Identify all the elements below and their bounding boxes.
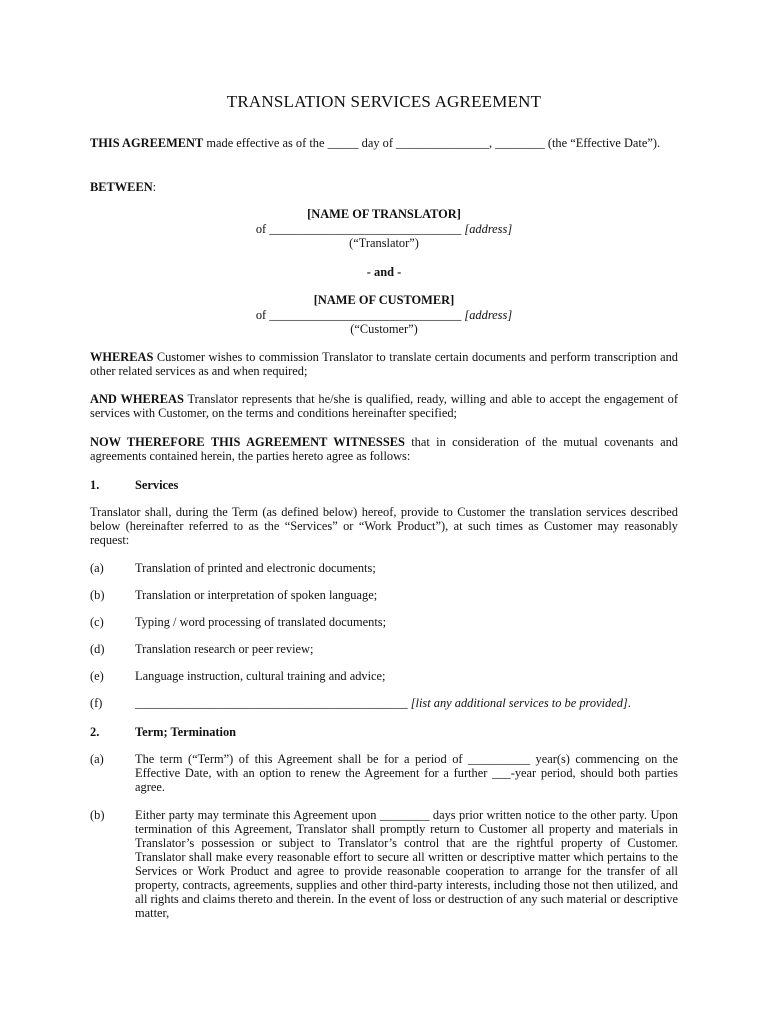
section-2-title: Term; Termination	[135, 725, 237, 739]
section-1-item-label: (d)	[90, 642, 105, 656]
intro-bold: THIS AGREEMENT	[90, 136, 204, 150]
section-1-item-label: (c)	[90, 615, 104, 629]
section-1-item-f-text	[135, 696, 678, 710]
translator-role: (“Translator”)	[349, 236, 419, 250]
section-2-item-label: (a)	[90, 752, 104, 766]
between-text: BETWEEN	[90, 180, 153, 194]
section-1-item-text: Language instruction, cultural training and advice;	[135, 669, 386, 683]
between-colon: :	[152, 180, 157, 194]
translator-of-line: of _______________________________	[255, 222, 465, 236]
item-f-note: [list any additional services to be provided]	[410, 696, 628, 710]
document-title: TRANSLATION SERVICES AGREEMENT	[226, 92, 542, 111]
intro-paragraph	[90, 136, 678, 150]
section-2-item-label: (b)	[90, 808, 105, 822]
section-2-number: 2.	[90, 725, 100, 739]
translator-address-line	[90, 222, 678, 236]
section-1-item-f-label: (f)	[90, 696, 103, 710]
between-label	[90, 180, 678, 194]
section-1-item-label: (e)	[90, 669, 104, 683]
and-whereas-text: Translator represents that he/she is qualified, ready, willing and able to accept the engagement of services with Customer, on the terms and conditions hereinafter specified;	[90, 392, 678, 420]
customer-address: [address]	[464, 308, 513, 322]
whereas-text: Customer wishes to commission Translator to translate certain documents and perform transcription and other related services as and when required;	[90, 350, 678, 378]
section-1-item-text: Translation or interpretation of spoken language;	[135, 588, 378, 602]
section-1-item-text: Translation of printed and electronic documents;	[135, 561, 376, 575]
item-f-blank: ____________________________________________	[135, 696, 411, 710]
customer-of-line: of _______________________________	[255, 308, 465, 322]
and-whereas-paragraph	[90, 392, 678, 420]
translator-name: [NAME OF TRANSLATOR]	[307, 207, 461, 221]
witnesses-bold: NOW THEREFORE THIS AGREEMENT WITNESSES	[90, 435, 405, 449]
section-1-item-label: (b)	[90, 588, 105, 602]
section-1-item-text: Typing / word processing of translated documents;	[135, 615, 387, 629]
section-1-item-label: (a)	[90, 561, 104, 575]
translator-address: [address]	[464, 222, 513, 236]
section-2-item-text: Either party may terminate this Agreement upon ________ days prior written notice to the other party. Upon termination of this Agreement, Translator shall promptly return to Customer all property and materials in Translator’s possession or subject to Translator’s control that are the rightful property of Customer. Translator shall make every reasonable effort to secure all written or descriptive matter which pertains to the Services or Work Product and agree to provide reasonable cooperation to arrange for the transfer of all property, contracts, agreements, supplies and other third-party interests, including those not then utilized, and all rights and claims thereto and therein. In the event of loss or destruction of any such material or descriptive matter,	[135, 808, 678, 920]
and-whereas-bold: AND WHEREAS	[90, 392, 184, 406]
item-f-end: .	[627, 696, 631, 710]
section-1-body: Translator shall, during the Term (as defined below) hereof, provide to Customer the translation services described below (hereinafter referred to as the “Services” or “Work Product”), at such times as Customer may reasonably request:	[90, 505, 678, 547]
intro-text: made effective as of the _____ day of _______________, ________ (the “Effective Date”).	[203, 136, 661, 150]
witnesses-text: that in consideration of the mutual covenants and agreements contained herein, the parties hereto agree as follows:	[90, 435, 678, 463]
customer-role: (“Customer”)	[350, 322, 418, 336]
witnesses-paragraph	[90, 435, 678, 463]
section-1-title: Services	[135, 478, 179, 492]
section-1-item-text: Translation research or peer review;	[135, 642, 314, 656]
and-separator: - and -	[366, 265, 402, 279]
whereas-bold: WHEREAS	[90, 350, 154, 364]
customer-name: [NAME OF CUSTOMER]	[313, 293, 455, 307]
section-2-item-text: The term (“Term”) of this Agreement shall be for a period of __________ year(s) commencing on the Effective Date, with an option to renew the Agreement for a further ___-year period, should both parties agree.	[135, 752, 678, 794]
section-1-number: 1.	[90, 478, 100, 492]
customer-address-line	[90, 308, 678, 322]
whereas-paragraph	[90, 350, 678, 378]
